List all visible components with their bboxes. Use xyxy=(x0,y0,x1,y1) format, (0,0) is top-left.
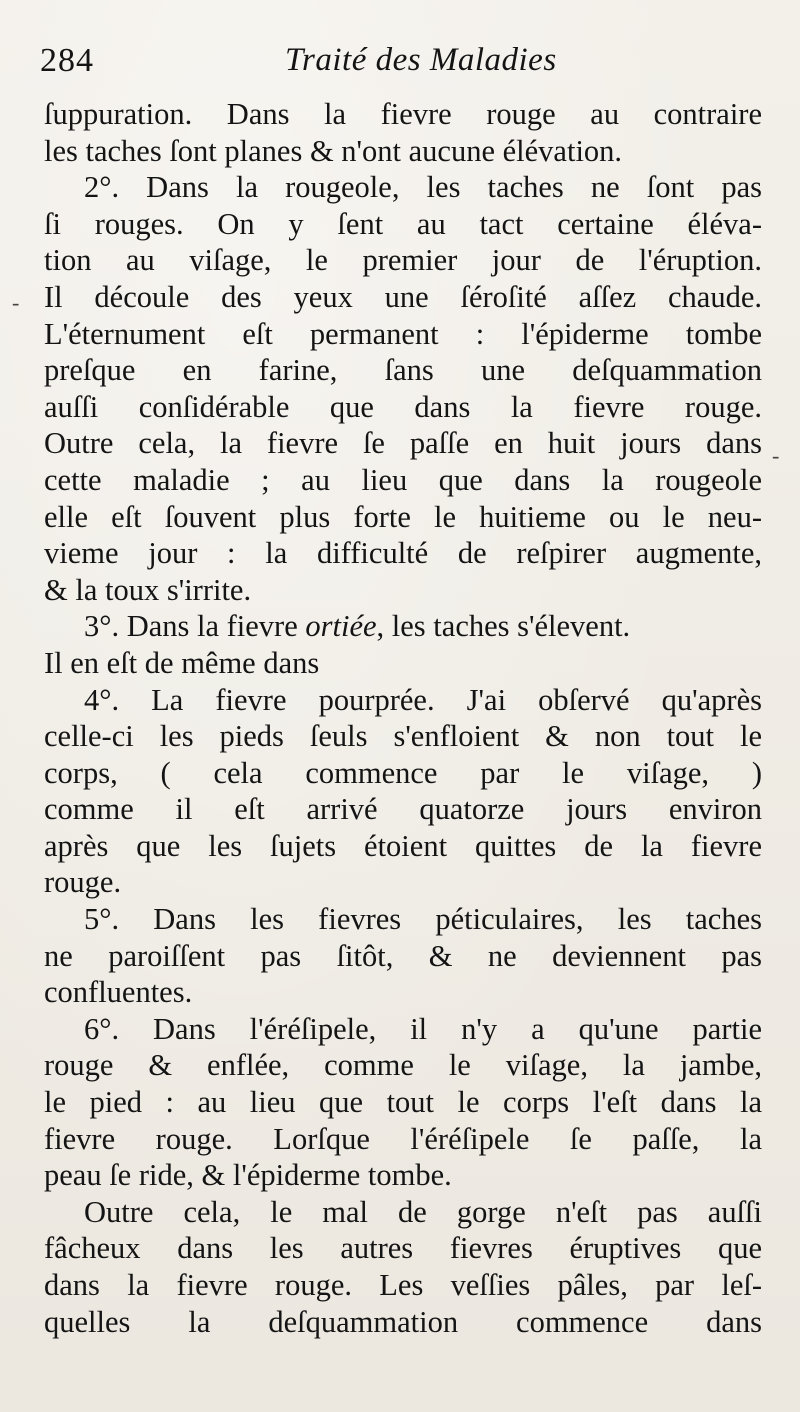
text-line: quelles la deſquammation commence dans xyxy=(44,1304,762,1339)
body-text xyxy=(44,96,762,1340)
text-segment: 3°. Dans la fievre xyxy=(84,609,306,644)
text-segment: , les taches s'élevent. xyxy=(376,609,631,644)
text-line: vieme jour : la difficulté de reſpirer augmente, xyxy=(44,536,762,571)
text-line: L'éternument eſt permanent : l'épiderme tombe xyxy=(44,316,762,351)
text-line: corps, ( cela commence par le viſage, ) xyxy=(44,755,762,790)
text-line: 4°. La fievre pourprée. J'ai obſervé qu'après xyxy=(84,682,762,717)
page-header xyxy=(40,42,760,92)
text-line: Il découle des yeux une ſéroſité aſſez chaude. xyxy=(44,279,762,314)
text-line: rouge. xyxy=(44,865,122,900)
text-line: dans la fievre rouge. Les veſſies pâles, par leſ- xyxy=(44,1268,762,1302)
text-line: ne paroiſſent pas ſitôt, & ne deviennent pas xyxy=(44,938,762,973)
text-line: 2°. Dans la rougeole, les taches ne ſont pas xyxy=(84,170,762,205)
text-line xyxy=(44,608,762,645)
running-title: Traité des Maladies xyxy=(285,42,557,78)
text-line: preſque en farine, ſans une deſquammation xyxy=(44,353,762,388)
text-line: Outre cela, la fievre ſe paſſe en huit jours dans xyxy=(44,426,762,461)
text-line: 6°. Dans l'éréſipele, il n'y a qu'une partie xyxy=(84,1011,762,1046)
text-line: les taches ſont planes & n'ont aucune élévation. xyxy=(44,133,623,168)
text-line: celle-ci les pieds ſeuls s'enfloient & non tout le xyxy=(44,719,762,754)
margin-mark-right: - xyxy=(772,443,780,468)
text-line: tion au viſage, le premier jour de l'éruption. xyxy=(44,243,762,278)
text-line: comme il eſt arrivé quatorze jours environ xyxy=(44,792,762,827)
italic-term: ortiée xyxy=(305,609,377,644)
text-line: elle eſt ſouvent plus forte le huitieme ou le neu- xyxy=(44,499,762,534)
text-line: peau ſe ride, & l'épiderme tombe. xyxy=(44,1158,452,1193)
text-line: rouge & enflée, comme le viſage, la jambe, xyxy=(44,1048,762,1083)
text-line: & la toux s'irrite. xyxy=(44,572,252,607)
text-line: le pied : au lieu que tout le corps l'eſt dans la xyxy=(44,1085,762,1120)
margin-mark-left: - xyxy=(12,290,20,315)
text-line: auſſi conſidérable que dans la fievre rouge. xyxy=(44,389,762,424)
text-line: ſuppuration. Dans la fievre rouge au contraire xyxy=(44,97,762,131)
text-line: cette maladie ; au lieu que dans la rougeole xyxy=(44,462,762,497)
text-line: Il en eſt de même dans xyxy=(44,645,320,680)
text-line: après que les ſujets étoient quittes de la fievre xyxy=(44,828,762,863)
text-line: fievre rouge. Lorſque l'éréſipele ſe paſſe, la xyxy=(44,1121,762,1156)
text-line: 5°. Dans les fievres péticulaires, les taches xyxy=(84,902,762,937)
text-line: fâcheux dans les autres fievres éruptives que xyxy=(44,1231,762,1266)
text-line: ſi rouges. On y ſent au tact certaine éléva- xyxy=(44,206,762,241)
page-number: 284 xyxy=(40,42,94,79)
text-line: Outre cela, le mal de gorge n'eſt pas auſſi xyxy=(84,1194,762,1229)
text-line: confluentes. xyxy=(44,975,193,1010)
